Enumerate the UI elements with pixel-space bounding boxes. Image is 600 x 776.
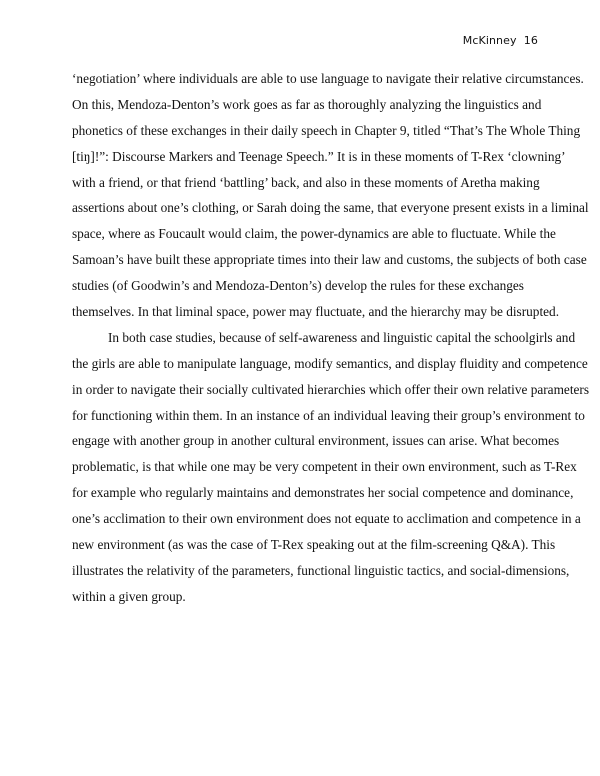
text-line: space, where as Foucault would claim, the power-dynamics are able to fluctuate. While the — [72, 226, 556, 242]
text-line-indented: In both case studies, because of self-awareness and linguistic capital the schoolgirls and — [108, 329, 576, 345]
text-line: Samoan’s have built these appropriate times into their law and customs, the subjects of both case — [72, 252, 587, 268]
text-line: problematic, is that while one may be very competent in their own environment, such as T-Rex — [72, 459, 577, 475]
text-line: engage with another group in another cultural environment, issues can arise. What becomes — [72, 433, 560, 449]
text-line: with a friend, or that friend ‘battling’ back, and also in these moments of Aretha making — [72, 174, 540, 190]
text-line: within a given group. — [72, 588, 186, 604]
text-line: for functioning within them. In an instance of an individual leaving their group’s environment to — [72, 407, 585, 423]
text-line: assertions about one’s clothing, or Sarah doing the same, that everyone present exists in a liminal — [72, 200, 589, 216]
text-line: On this, Mendoza-Denton’s work goes as far as thoroughly analyzing the linguistics and — [72, 96, 542, 112]
running-head: McKinney 16 — [462, 34, 538, 47]
text-line: one’s acclimation to their own environment does not equate to acclimation and competence in a — [72, 511, 581, 527]
text-line: the girls are able to manipulate language, modify semantics, and display fluidity and competence — [72, 355, 588, 371]
text-line: illustrates the relativity of the parameters, functional linguistic tactics, and social-dimensions, — [72, 562, 570, 578]
text-line: for example who regularly maintains and demonstrates her social competence and dominance, — [72, 485, 574, 501]
text-line: themselves. In that liminal space, power may fluctuate, and the hierarchy may be disrupted. — [72, 304, 560, 320]
text-line: phonetics of these exchanges in their daily speech in Chapter 9, titled “That’s The Whole Thing — [72, 122, 581, 138]
text-line: ‘negotiation’ where individuals are able to use language to navigate their relative circumstances. — [72, 71, 584, 86]
text-line: in order to navigate their socially cultivated hierarchies which offer their own relative parameters — [72, 381, 590, 397]
paragraph-1 — [72, 66, 589, 325]
body-text — [72, 66, 590, 610]
text-line: [tiŋ]!”: Discourse Markers and Teenage Speech.” It is in these moments of T-Rex ‘clowning’ — [72, 148, 566, 164]
text-line: new environment (as was the case of T-Rex speaking out at the film-screening Q&A). This — [72, 537, 556, 553]
text-line: studies (of Goodwin’s and Mendoza-Denton’s) develop the rules for these exchanges — [72, 278, 524, 294]
paragraph-2 — [72, 325, 590, 610]
